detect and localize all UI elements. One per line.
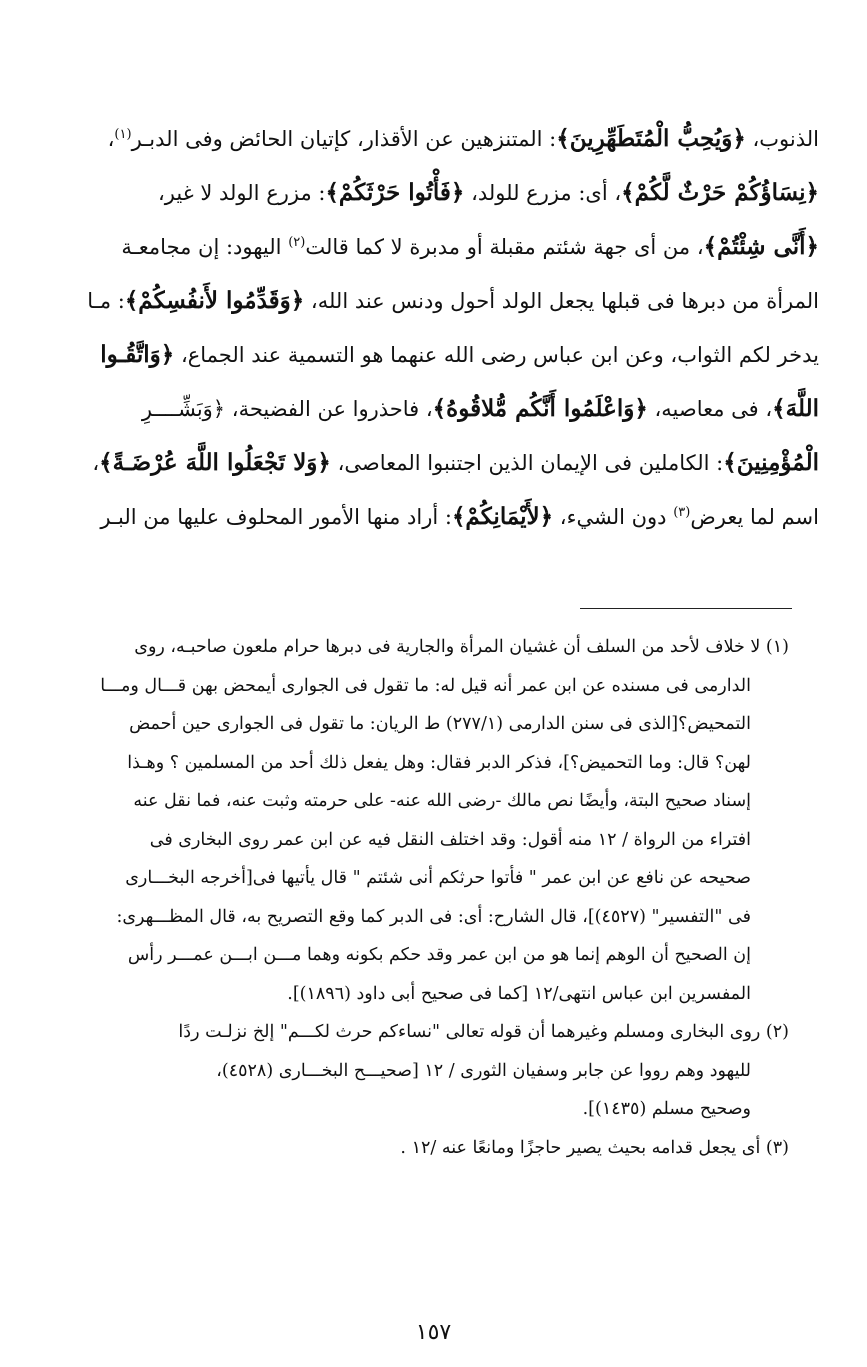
footnote-marker[interactable]: (١)	[114, 127, 132, 142]
quran-verse: الْمُؤْمِنِينَ﴾	[723, 449, 819, 476]
footnote-2-line: وصحيح مسلم (١٤٣٥)].	[582, 1099, 751, 1119]
footnote-1-line: فى "التفسير" (٤٥٢٧)]، قال الشارح: أى: فى الدبر كما وقع التصريح به، قال المظـــهرى:	[116, 906, 751, 927]
main-text-line: يدخر لكم الثواب، وعن ابن عباس رضى الله عنهما هو التسمية عند الجماع، ﴿وَاتَّقُـوا	[100, 341, 819, 368]
main-text-line: ﴿أَنَّى شِئْتُمْ﴾، من أى جهة شئتم مقبلة أو مدبرة لا كما قالت$^{(٢)}$ اليهود: إن مجامعـة	[121, 233, 819, 260]
quran-verse: ﴿نِسَاؤُكُمْ حَرْثٌ لَّكُمْ﴾	[621, 179, 819, 206]
quran-verse: ﴿وَاعْلَمُوا أَنَّكُم مُّلاقُوهُ﴾	[432, 395, 648, 422]
main-text-line: الْمُؤْمِنِينَ﴾: الكاملين فى الإيمان الذين اجتنبوا المعاصى، ﴿وَلا تَجْعَلُوا اللَّهَ عُرْضَـةً﴾،	[92, 449, 819, 476]
footnote-3-line: (٣) أى يجعل قدامه بحيث يصير حاجزًا ومانعًا عنه /١٢ .	[400, 1137, 789, 1158]
main-text-block	[74, 112, 819, 544]
quran-verse: اللَّهَ﴾	[772, 395, 819, 422]
quran-verse: ﴿وَاتَّقُـوا	[100, 341, 175, 368]
main-text-line: المرأة من دبرها فى قبلها يجعل الولد أحول ودنس عند الله، ﴿وَقَدِّمُوا لأَنفُسِكُمْ﴾: مـا	[87, 287, 819, 314]
page-number: ١٥٧	[415, 1320, 452, 1345]
footnote-1-line: إن الصحيح أن الوهم إنما هو من ابن عمر وقد حكم بكونه وهما مـــن ابـــن عمـــر رأس	[127, 945, 751, 965]
main-text-line: اللَّهَ﴾، فى معاصيه، ﴿وَاعْلَمُوا أَنَّكُم مُّلاقُوهُ﴾، فاحذروا عن الفضيحة، ﴿وَبَشِّــــرِ	[141, 395, 819, 422]
footnote-marker[interactable]: (٣)	[673, 505, 691, 520]
footnotes-block	[75, 628, 789, 1167]
footnote-1-line: إسناد صحيح البتة، وأيضًا نص مالك -رضى الله عنه- على حرمته وثبت عنه، فما نقل عنه	[133, 791, 751, 811]
footnote-1-line: الدارمى فى مسنده عن ابن عمر أنه قيل له: ما تقول فى الجوارى أيمحض بهن قـــال ومـــا	[100, 675, 751, 696]
quran-verse: ﴿وَلا تَجْعَلُوا اللَّهَ عُرْضَـةً﴾	[99, 449, 331, 476]
quran-verse: ﴿لأَيْمَانِكُمْ﴾	[451, 503, 554, 530]
footnote-marker[interactable]: (٢)	[288, 235, 306, 250]
main-text-line: الذنوب، ﴿وَيُحِبُّ الْمُتَطَهِّرِينَ﴾: المتنزهين عن الأقذار، كإتيان الحائض وفى الدبـر$^{(١)}$،	[107, 125, 819, 152]
footnote-1-line: المفسرين ابن عباس انتهى/١٢ [كما فى صحيح أبى داود (١٨٩٦)].	[287, 983, 751, 1004]
footnote-1-line: صحيحه عن نافع عن ابن عمر " فأتوا حرثكم أنى شئتم " قال يأتيها فى[أخرجه البخـــارى	[125, 868, 751, 888]
quran-verse: ﴿وَيُحِبُّ الْمُتَطَهِّرِينَ﴾	[556, 125, 746, 152]
footnote-1-line: (١) لا خلاف لأحد من السلف أن غشيان المرأة والجارية فى دبرها حرام ملعون صاحبـه، روى	[134, 637, 789, 657]
quran-verse: ﴿وَقَدِّمُوا لأَنفُسِكُمْ﴾	[124, 287, 305, 314]
quran-verse: ﴿أَنَّى شِئْتُمْ﴾	[703, 233, 819, 260]
footnote-2-line: لليهود وهم رووا عن جابر وسفيان الثورى / ١٢ [صحيـــح البخـــارى (٤٥٢٨)،	[216, 1060, 751, 1081]
main-text-line: ﴿نِسَاؤُكُمْ حَرْثٌ لَّكُمْ﴾، أى: مزرع للولد، ﴿فَأْتُوا حَرْثَكُمْ﴾: مزرع الولد لا غير،	[158, 179, 819, 206]
main-text-line: اسم لما يعرض$^{(٣)}$ دون الشيء، ﴿لأَيْمَانِكُمْ﴾: أراد منها الأمور المحلوف عليها من البـر	[100, 503, 819, 530]
footnote-1-line: لهن؟ قال: وما التحميض؟]، فذكر الدبر فقال: وهل يفعل ذلك أحد من المسلمين ؟ وهـذا	[127, 752, 751, 773]
quran-verse: ﴿فَأْتُوا حَرْثَكُمْ﴾	[325, 179, 465, 206]
footnote-divider	[580, 608, 792, 609]
footnote-1-line: افتراء من الرواة / ١٢ منه أقول: وقد اختلف النقل فيه عن ابن عمر روى البخارى فى	[149, 829, 751, 850]
footnote-1-line: التمحيض؟[الذى فى سنن الدارمى (٢٧٧/١) ط الريان: ما تقول فى الجوارى حين أحمض	[129, 714, 751, 734]
footnote-2-line: (٢) روى البخارى ومسلم وغيرهما أن قوله تعالى "نساءكم حرث لكـــم" إلخ نزلـت ردًا	[178, 1022, 789, 1042]
